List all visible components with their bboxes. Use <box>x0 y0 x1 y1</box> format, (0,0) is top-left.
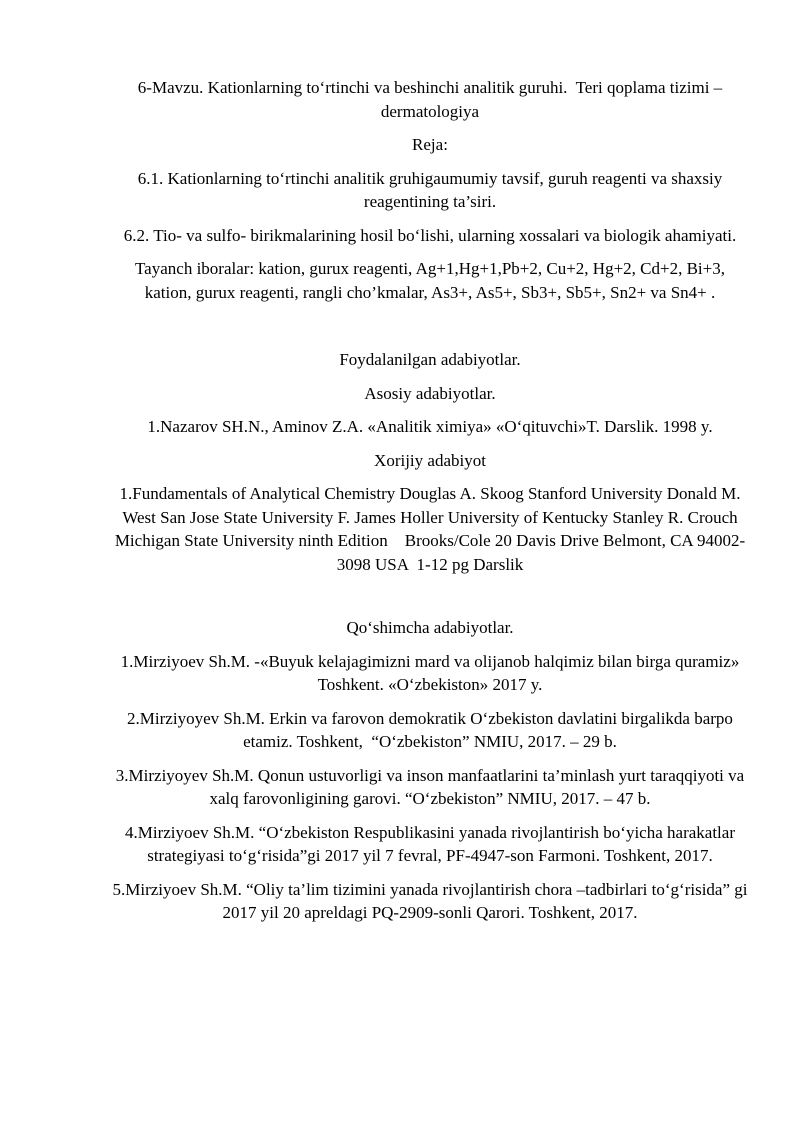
plan-item-1: 6.1. Kationlarning to‘rtinchi analitik gruhigaumumiy tavsif, guruh reagenti va shaxsiy reagentining ta’siri. <box>137 168 727 211</box>
document-page <box>110 76 750 935</box>
spacer <box>110 314 750 348</box>
spacer <box>110 586 750 616</box>
keywords-paragraph: Tayanch iboralar: kation, gurux reagenti, Ag+1,Hg+1,Pb+2, Cu+2, Hg+2, Cd+2, Bi+3, kation, gurux reagenti, rangli cho’kmalar, As3+, As5+, Sb3+, Sb5+, Sn2+ va Sn4+ . <box>134 259 730 302</box>
additional-literature-item-1: 1.Mirziyoev Sh.M. -«Buyuk kelajagimizni mard va olijanob halqimiz bilan birga quramiz» Toshkent. «O‘zbekiston» 2017 y. <box>120 651 744 694</box>
main-literature-item-1: 1.Nazarov SH.N., Aminov Z.A. «Analitik ximiya» «O‘qituvchi»T. Darslik. 1998 y. <box>147 417 713 436</box>
foreign-literature-item-1: 1.Fundamentals of Analytical Chemistry Douglas A. Skoog Stanford University Donald M. West San Jose State University F. James Holler University of Kentucky Stanley R. Crouch Michigan State University ninth Edition Brooks/Cole 20 Davis Drive Belmont, CA 94002-3098 USA 1-12 pg Darslik <box>114 484 746 574</box>
additional-literature-item-5: 5.Mirziyoev Sh.M. “Oliy ta’lim tizimini yanada rivojlantirish chora –tadbirlari to‘g‘risida” gi 2017 yil 20 apreldagi PQ-2909-sonli Qarori. Toshkent, 2017. <box>112 879 752 922</box>
literature-heading: Foydalanilgan adabiyotlar. <box>339 350 521 369</box>
plan-heading: Reja: <box>412 135 448 154</box>
plan-item-2: 6.2. Tio- va sulfo- birikmalarining hosil bo‘lishi, ularning xossalari va biologik ahamiyati. <box>123 225 737 245</box>
foreign-literature-heading: Xorijiy adabiyot <box>374 450 486 470</box>
page-title: 6-Mavzu. Kationlarning to‘rtinchi va beshinchi analitik guruhi. Teri qoplama tizimi – dermatologiya <box>137 78 727 121</box>
main-literature-heading: Asosiy adabiyotlar. <box>364 383 496 403</box>
additional-literature-item-2: 2.Mirziyoyev Sh.M. Erkin va farovon demokratik O‘zbekiston davlatini birgalikda barpo etamiz. Toshkent, “O‘zbekiston” NMIU, 2017. – 29 b. <box>127 708 738 751</box>
additional-literature-heading: Qo‘shimcha adabiyotlar. <box>346 618 514 637</box>
additional-literature-item-3: 3.Mirziyoyev Sh.M. Qonun ustuvorligi va inson manfaatlarini ta’minlash yurt taraqqiyoti va xalq farovonligining garovi. “O‘zbekiston” NMIU, 2017. – 47 b. <box>115 765 749 808</box>
additional-literature-item-4: 4.Mirziyoev Sh.M. “O‘zbekiston Respublikasini yanada rivojlantirish bo‘yicha harakatlar strategiyasi to‘g‘risida”gi 2017 yil 7 fevral, PF-4947-son Farmoni. Toshkent, 2017. <box>125 822 740 865</box>
